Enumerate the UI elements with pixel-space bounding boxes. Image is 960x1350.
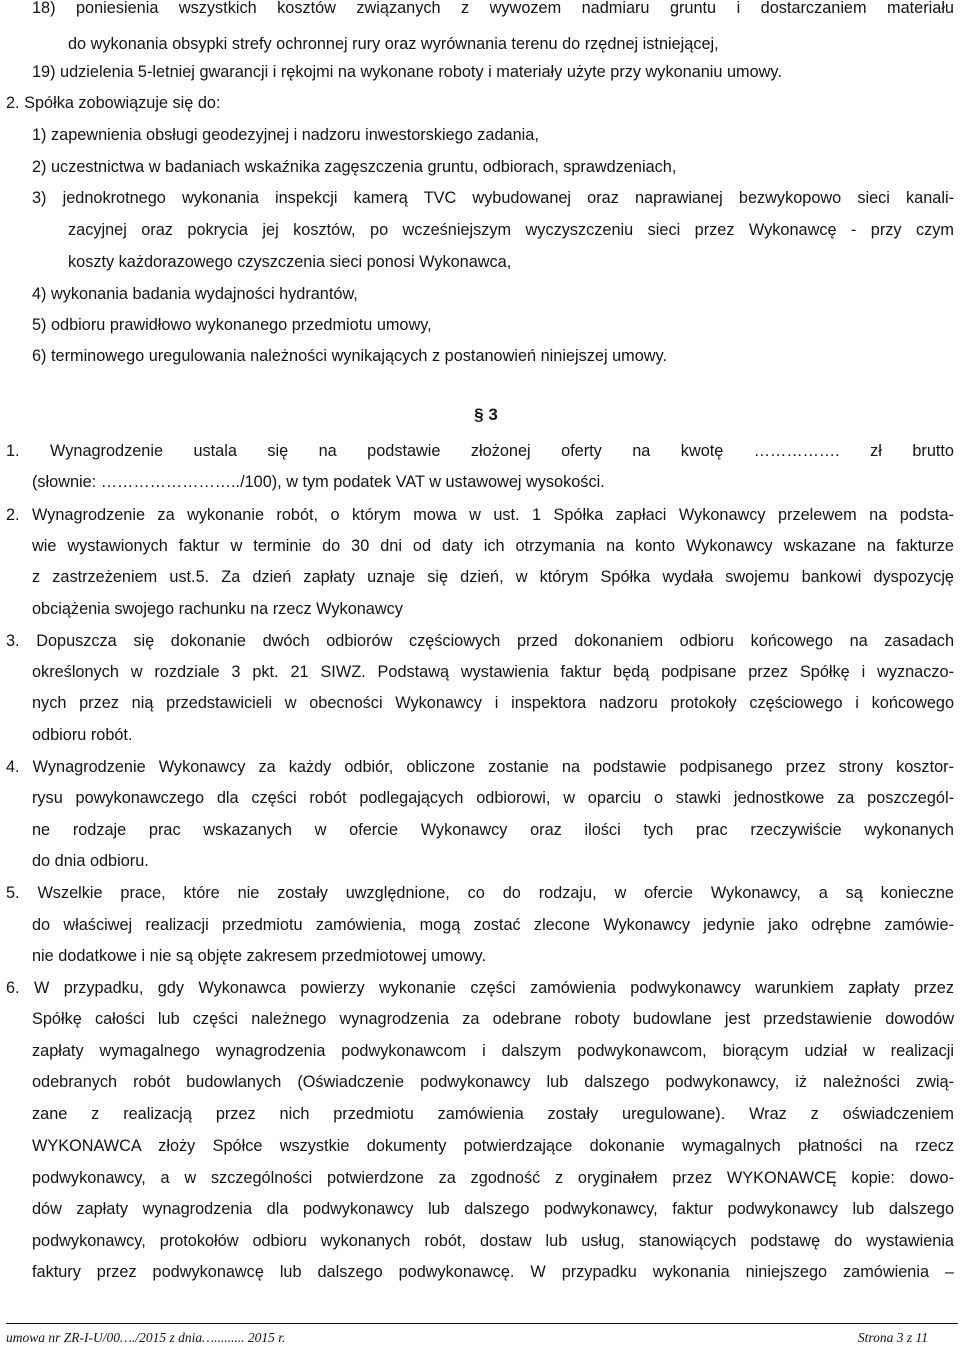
text-line: 2. Spółka zobowiązuje się do: [6,94,221,112]
text-line: koszty każdorazowego czyszczenia sieci ponosi Wykonawca, [68,253,512,271]
text-line: 4) wykonania badania wydajności hydrantów, [32,285,358,303]
text-line: rysu powykonawczego dla części robót podlegających odbiorowi, w oparciu o stawki jednostkowe za poszczegól- [32,789,954,807]
text-line: do wykonania obsypki strefy ochronnej rury oraz wyrównania terenu do rzędnej istniejącej, [68,35,719,53]
footer-page-number: Strona 3 z 11 [857,1330,928,1345]
text-line: określonych w rozdziale 3 pkt. 21 SIWZ. Podstawą wystawienia faktur będą podpisane przez Spółkę i wyznaczo- [32,663,954,681]
text-line: 6) terminowego uregulowania należności wynikających z postanowień niniejszej umowy. [32,347,667,365]
text-line: 2. Wynagrodzenie za wykonanie robót, o którym mowa w ust. 1 Spółka zapłaci Wykonawcy przelewem na podsta- [6,506,954,524]
text-line: ne rodzaje prac wskazanych w ofercie Wykonawcy oraz ilości tych prac rzeczywiście wykonanych [32,821,954,839]
text-line: zane z realizacją przez nich przedmiotu zamówienia zostały uregulowane). Wraz z oświadczeniem [32,1105,954,1123]
text-line: obciążenia swojego rachunku na rzecz Wykonawcy [32,600,403,618]
text-line: odebranych robót budowlanych (Oświadczenie podwykonawcy lub dalszego podwykonawcy, iż należności zwią- [32,1073,954,1091]
section-heading: § 3 [474,405,498,424]
text-line: do dnia odbioru. [32,852,149,870]
text-line: 6. W przypadku, gdy Wykonawca powierzy wykonanie części zamówienia podwykonawcy warunkiem zapłaty przez [6,979,954,997]
text-line: WYKONAWCA złoży Spółce wszystkie dokumenty potwierdzające dokonanie wymagalnych płatności na rzecz [32,1137,954,1155]
text-line: podwykonawcy, a w szczególności potwierdzone za zgodność z oryginałem przez WYKONAWCĘ kopie: dowo- [32,1169,954,1187]
text-line: z zastrzeżeniem ust.5. Za dzień zapłaty uznaje się dzień, w którym Spółka wydała swojemu bankowi dyspozycję [32,568,954,586]
text-line: do właściwej realizacji przedmiotu zamówienia, mogą zostać zlecone Wykonawcy jedynie jako odrębne zamówie- [32,916,954,934]
text-line: dów zapłaty wynagrodzenia dla podwykonawcy lub dalszego podwykonawcy, faktur podwykonawcy lub dalszego [32,1200,954,1218]
text-line: nie dodatkowe i nie są objęte zakresem przedmiotowej umowy. [32,947,486,965]
text-line: podwykonawcy, protokołów odbioru wykonanych robót, dostaw lub usług, stanowiących podstawę do wystawienia [32,1232,954,1250]
text-line: zapłaty wymagalnego wynagrodzenia podwykonawcom i dalszym podwykonawcom, biorącym udział w realizacji [32,1042,954,1060]
text-line: 18) poniesienia wszystkich kosztów związanych z wywozem nadmiaru gruntu i dostarczaniem materiału [32,0,954,17]
text-line: 1. Wynagrodzenie ustala się na podstawie złożonej oferty na kwotę ……………. zł brutto [6,442,954,460]
text-line: 5) odbioru prawidłowo wykonanego przedmiotu umowy, [32,316,432,334]
text-line: 5. Wszelkie prace, które nie zostały uwzględnione, co do rodzaju, w ofercie Wykonawcy, a są konieczne [6,884,954,902]
text-line: 19) udzielenia 5-letniej gwarancji i rękojmi na wykonane roboty i materiały użyte przy wykonaniu umowy. [32,63,782,81]
text-line: zacyjnej oraz pokrycia jej kosztów, po wcześniejszym wyczyszczeniu sieci przez Wykonawcę - przy czym [68,221,954,239]
text-line: faktury przez podwykonawcę lub dalszego podwykonawcę. W przypadku wykonania niniejszego zamówienia – [32,1263,954,1281]
text-line: wie wystawionych faktur w terminie do 30 dni od daty ich otrzymania na konto Wykonawcy wskazane na fakturze [32,537,954,555]
text-line: 1) zapewnienia obsługi geodezyjnej i nadzoru inwestorskiego zadania, [32,126,539,144]
text-line: 4. Wynagrodzenie Wykonawcy za każdy odbiór, obliczone zostanie na podstawie podpisanego przez strony kosztor- [6,758,954,776]
text-line: 3) jednokrotnego wykonania inspekcji kamerą TVC wybudowanej oraz naprawianej bezwykopowo sieci kanali- [32,189,954,207]
text-line: odbioru robót. [32,726,133,744]
text-line: 2) uczestnictwa w badaniach wskaźnika zagęszczenia gruntu, odbiorach, sprawdzeniach, [32,158,677,176]
text-line: 3. Dopuszcza się dokonanie dwóch odbiorów częściowych przed dokonaniem odbioru końcowego na zasadach [6,632,954,650]
text-line: nych przez nią przedstawicieli w obecności Wykonawcy i inspektora nadzoru protokoły częściowego i końcowego [32,694,954,712]
footer-divider [6,1323,958,1324]
footer-contract-number: umowa nr ZR-I-U/00…./2015 z dnia…......... 2015 r. [6,1330,286,1345]
text-line: (słownie: ……………………../100), w tym podatek VAT w ustawowej wysokości. [32,473,605,491]
text-line: Spółkę całości lub części należnego wynagrodzenia za odebrane roboty budowlane jest przedstawienie dowodów [32,1010,954,1028]
